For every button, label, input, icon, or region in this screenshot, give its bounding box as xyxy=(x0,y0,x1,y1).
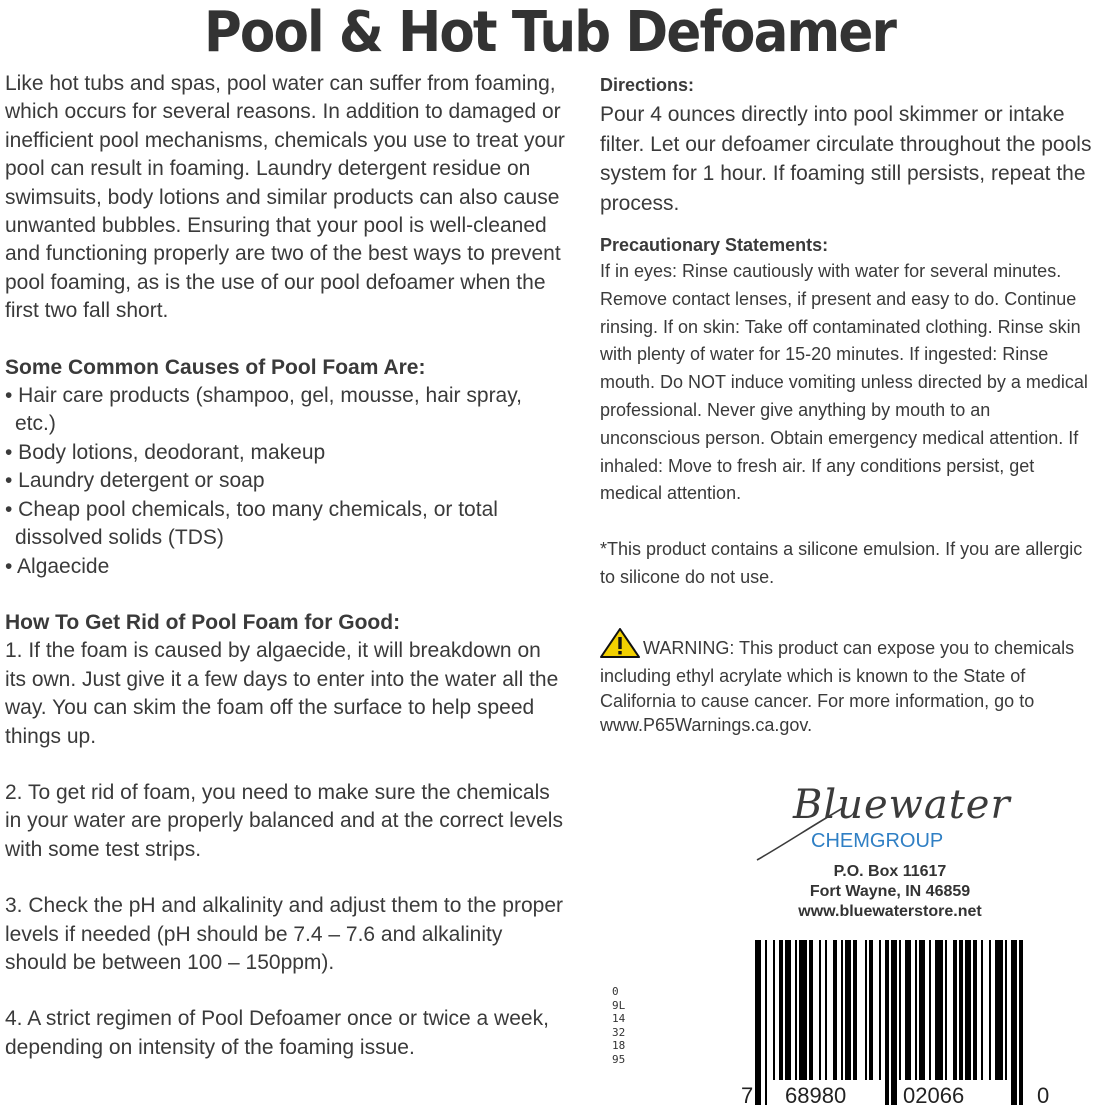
logo-script: Bluewater xyxy=(793,782,1011,828)
barcode-bar xyxy=(809,940,813,1080)
barcode-bar xyxy=(833,940,837,1080)
barcode-bar xyxy=(929,940,931,1080)
barcode-digit-left: 7 xyxy=(741,1083,754,1108)
barcode-bar xyxy=(779,940,783,1080)
barcode-bar xyxy=(973,940,977,1080)
logo-chemgroup: CHEMGROUP xyxy=(811,830,944,852)
barcode-bar xyxy=(819,940,821,1080)
barcode-bar xyxy=(841,940,843,1080)
side-code: 0 9L 14 32 18 95 xyxy=(612,985,626,1066)
barcode-bar xyxy=(915,940,917,1080)
bluewater-logo xyxy=(755,782,1045,862)
barcode-bar xyxy=(959,940,963,1080)
po-box: P.O. Box 11617 xyxy=(833,863,947,880)
barcode-bar xyxy=(935,940,943,1080)
barcode-bar xyxy=(905,940,911,1080)
barcode-bar xyxy=(795,940,797,1080)
barcode-bar xyxy=(799,940,807,1080)
barcode-bar xyxy=(953,940,957,1080)
step-item: 2. To get rid of foam, you need to make sure the chemicals in your water are properly balanced and at the correct levels with some test strips. xyxy=(5,780,563,861)
barcode-group-2: 02066 xyxy=(903,1083,965,1108)
barcode-group-1: 68980 xyxy=(785,1083,847,1108)
silicone-note: *This product contains a silicone emulsion. If you are allergic to silicone do not use. xyxy=(600,539,1083,587)
barcode-bar xyxy=(885,940,889,1105)
city-state-zip: Fort Wayne, IN 46859 xyxy=(809,883,971,900)
barcode-bar xyxy=(945,940,947,1080)
barcode-bar xyxy=(853,940,857,1080)
precautionary-heading: Precautionary Statements: xyxy=(600,235,829,255)
page-title: Pool & Hot Tub Defoamer xyxy=(203,0,896,65)
cause-item: • Algaecide xyxy=(5,554,110,578)
barcode-digit-right: 0 xyxy=(1037,1083,1050,1108)
barcode-bar xyxy=(773,940,775,1080)
warning-text: WARNING: This product can expose you to chemicals including ethyl acrylate which is known to the State of California to cause cancer. For more information, go to www.P65Warnings.ca.gov. xyxy=(600,637,1075,736)
barcode-bar xyxy=(965,940,971,1080)
barcode-bar xyxy=(845,940,851,1080)
company-address xyxy=(760,862,1020,922)
barcode-bar xyxy=(995,940,1003,1080)
howto-heading: How To Get Rid of Pool Foam for Good: xyxy=(5,610,401,634)
causes-heading: Some Common Causes of Pool Foam Are: xyxy=(5,355,426,379)
warning-icon xyxy=(600,628,640,665)
step-item: 3. Check the pH and alkalinity and adjust them to the proper levels if needed (pH should be 7.4 – 7.6 and alkalinity should be between 100 – 150ppm). xyxy=(5,894,563,974)
barcode-bar xyxy=(785,940,791,1080)
barcode-bar xyxy=(879,940,881,1080)
barcode-bar xyxy=(755,940,761,1105)
directions-text: Pour 4 ounces directly into pool skimmer or intake filter. Let our defoamer circulate throughout the pools system for 1 hour. If foaming still persists, repeat the process. xyxy=(600,103,1092,215)
warning-block xyxy=(600,628,1095,738)
intro-paragraph: Like hot tubs and spas, pool water can suffer from foaming, which occurs for several reasons. In addition to damaged or inefficient pool mechanisms, chemicals you use to treat your pool can result in foaming. Laundry detergent residue on swimsuits, body lotions and similar products can also cause unwanted bubbles. Ensuring that your pool is well-cleaned and functioning properly are two of the best ways to prevent pool foaming, as is the use of our pool defoamer when the first two fall short. xyxy=(5,72,565,323)
barcode-bar xyxy=(865,940,867,1080)
barcode-bar xyxy=(1005,940,1007,1080)
cause-item: • Cheap pool chemicals, too many chemicals, or total dissolved solids (TDS) xyxy=(5,497,498,550)
barcode-bar xyxy=(825,940,827,1080)
barcode-bar xyxy=(1019,940,1023,1105)
left-column xyxy=(5,70,565,1062)
barcode-bar xyxy=(989,940,991,1080)
step-item: 1. If the foam is caused by algaecide, it will breakdown on its own. Just give it a few days to enter into the water all the way. You can skim the foam off the surface to help speed things up. xyxy=(5,639,559,748)
right-column xyxy=(600,70,1095,738)
cause-item: • Hair care products (shampoo, gel, mousse, hair spray, etc.) xyxy=(5,384,523,436)
barcode-bar xyxy=(869,940,873,1080)
website-link: www.bluewaterstore.net xyxy=(798,903,982,920)
directions-heading: Directions: xyxy=(600,75,695,95)
barcode-bar xyxy=(891,940,897,1105)
barcode-bar xyxy=(765,940,767,1105)
barcode-bar xyxy=(919,940,925,1080)
precautionary-text: If in eyes: Rinse cautiously with water for several minutes. Remove contact lenses, if present and easy to do. Continue rinsing. If on skin: Take off contaminated clothing. Rinse skin with plenty of water for 15-20 minutes. If ingested: Rinse mouth. Do NOT induce vomiting unless directed by a medical professional. Never give anything by mouth to an unconscious person. Obtain emergency medical attention. If inhaled: Move to fresh air. If any conditions persist, get medical attention. xyxy=(600,261,1088,504)
step-item: 4. A strict regimen of Pool Defoamer once or twice a week, depending on intensity of the foaming issue. xyxy=(5,1007,549,1059)
cause-item: • Body lotions, deodorant, makeup xyxy=(5,440,326,464)
barcode-bar xyxy=(1011,940,1017,1105)
barcode-bar xyxy=(899,940,901,1080)
cause-item: • Laundry detergent or soap xyxy=(5,469,265,493)
barcode-bar xyxy=(981,940,983,1080)
